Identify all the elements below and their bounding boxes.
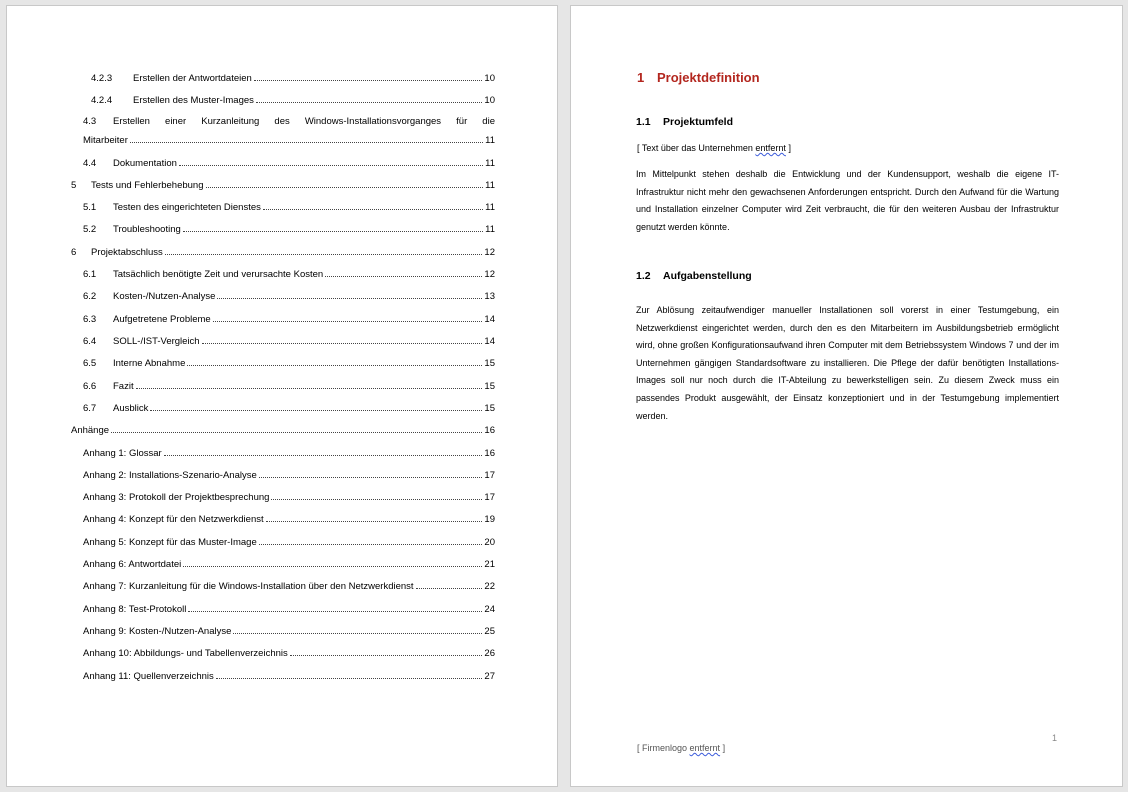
toc-entry[interactable] <box>83 558 495 570</box>
toc-entry-page: 15 <box>484 403 495 414</box>
toc-leader <box>130 134 483 143</box>
toc-entry-label: Projektabschluss <box>91 247 163 258</box>
footer-text-end: ] <box>720 743 726 753</box>
toc-entry-number: 6.5 <box>83 358 97 369</box>
toc-entry[interactable] <box>91 72 495 84</box>
toc-leader <box>206 179 484 188</box>
toc-entry-label: Aufgetretene Probleme <box>113 314 211 325</box>
toc-leader <box>202 335 483 344</box>
placeholder-text-start: [ Text über das Unternehmen <box>637 143 756 153</box>
toc-entry[interactable] <box>83 268 495 280</box>
toc-leader <box>263 201 483 210</box>
toc-entry[interactable] <box>83 380 495 392</box>
toc-leader <box>183 558 482 567</box>
toc-entry-label: Tatsächlich benötigte Zeit und verursachte Kosten <box>113 269 324 280</box>
toc-entry[interactable] <box>83 201 495 213</box>
toc-entry-label: Erstellen des Muster-Images <box>133 95 254 106</box>
toc-entry-label: Anhang 5: Konzept für das Muster-Image <box>83 537 257 548</box>
toc-entry[interactable] <box>83 469 495 481</box>
heading-1 <box>637 70 760 85</box>
toc-entry-label: Ausblick <box>113 403 149 414</box>
toc-entry[interactable] <box>83 513 495 525</box>
toc-entry[interactable] <box>83 447 495 459</box>
toc-entry[interactable] <box>83 625 495 637</box>
toc-entry-label: Anhang 6: Antwortdatei <box>83 559 182 570</box>
toc-entry[interactable] <box>83 603 495 615</box>
toc-entry-number: 6.4 <box>83 336 97 347</box>
spellcheck-word: entfernt <box>755 143 786 153</box>
toc-entry-label: Dokumentation <box>113 158 177 169</box>
toc-entry-page: 12 <box>484 247 495 258</box>
toc-entry-label: Anhang 3: Protokoll der Projektbesprechung <box>83 492 270 503</box>
heading-1-title: Projektdefinition <box>657 70 760 85</box>
toc-entry-number: 6.6 <box>83 381 97 392</box>
toc-entry-label-line2: Mitarbeiter <box>83 135 128 146</box>
toc-entry-number: 5.1 <box>83 202 97 213</box>
toc-page <box>6 5 558 787</box>
toc-entry-page: 10 <box>484 95 495 106</box>
heading-2-title: Aufgabenstellung <box>663 270 752 282</box>
toc-leader <box>179 157 483 166</box>
toc-entry[interactable] <box>83 335 495 347</box>
toc-entry-label: Anhänge <box>71 425 110 436</box>
toc-entry-page: 11 <box>485 180 495 191</box>
toc-entry-label: Fazit <box>113 381 134 392</box>
toc-entry-page: 14 <box>484 336 495 347</box>
toc-leader <box>213 313 483 322</box>
toc-entry-page: 15 <box>484 358 495 369</box>
paragraph: Im Mittelpunkt stehen deshalb die Entwicklung und der Kundensupport, weshalb die eigene IT-Infrastruktur nicht mehr den gewachsenen Anforderungen entspricht. Durch den Aufwand für die Wartung und Installation einzelner Computer wird Zeit verbraucht, die für den weiteren Ausbau der Infrastruktur genutzt werden könnte. <box>636 169 1059 232</box>
heading-2-number: 1.2 <box>636 270 651 282</box>
toc-entry[interactable] <box>83 491 495 503</box>
toc-entry-page: 16 <box>484 425 495 436</box>
toc-entry-label: Kosten-/Nutzen-Analyse <box>113 291 216 302</box>
toc-entry-number: 5.2 <box>83 224 97 235</box>
toc-entry[interactable] <box>83 580 495 592</box>
toc-leader <box>217 290 482 299</box>
toc-entry-page: 10 <box>484 73 495 84</box>
toc-entry-page: 11 <box>485 158 495 169</box>
footer-logo-placeholder <box>637 743 725 753</box>
toc-entry-number: 6.3 <box>83 314 97 325</box>
toc-entry-page: 21 <box>484 559 495 570</box>
toc-entry-page: 13 <box>484 291 495 302</box>
toc-entry[interactable] <box>83 290 495 302</box>
toc-leader <box>233 625 482 634</box>
toc-entry-page: 16 <box>484 448 495 459</box>
toc-leader <box>188 603 482 612</box>
toc-entry-number: 4.2.3 <box>91 73 113 84</box>
toc-entry-wrapped[interactable] <box>83 113 495 146</box>
toc-entry-label: Anhang 4: Konzept für den Netzwerkdienst <box>83 514 264 525</box>
spellcheck-word: entfernt <box>689 743 721 753</box>
toc-leader <box>290 647 483 656</box>
toc-entry-label: Anhang 8: Test-Protokoll <box>83 604 187 615</box>
toc-entry-page: 24 <box>484 604 495 615</box>
toc-entry-label: Anhang 9: Kosten-/Nutzen-Analyse <box>83 626 232 637</box>
toc-entry-page: 17 <box>484 492 495 503</box>
toc-entry-page: 11 <box>485 202 495 213</box>
toc-entry[interactable] <box>83 313 495 325</box>
toc-entry-label: Testen des eingerichteten Dienstes <box>113 202 261 213</box>
toc-entry-page: 27 <box>484 671 495 682</box>
toc-leader <box>111 424 482 433</box>
footer-text-start: [ Firmenlogo <box>637 743 690 753</box>
content-page <box>570 5 1123 787</box>
toc-entry-page: 25 <box>484 626 495 637</box>
toc-leader <box>187 357 482 366</box>
toc-entry-page: 11 <box>485 135 495 146</box>
toc-entry[interactable] <box>83 647 495 659</box>
toc-entry-number: 4.2.4 <box>91 95 113 106</box>
toc-entry[interactable] <box>91 94 495 106</box>
toc-entry-number: 5 <box>71 180 77 191</box>
toc-entry-number: 6.1 <box>83 269 97 280</box>
toc-leader <box>150 402 482 411</box>
heading-2 <box>636 116 733 128</box>
toc-leader <box>165 246 483 255</box>
toc-entry-number: 6.7 <box>83 403 97 414</box>
toc-entry-number: 4.3 <box>83 116 97 127</box>
toc-leader <box>164 447 483 456</box>
toc-entry-page: 20 <box>484 537 495 548</box>
toc-leader <box>183 223 483 232</box>
toc-entry-page: 26 <box>484 648 495 659</box>
toc-entry-page: 12 <box>484 269 495 280</box>
toc-entry-number: 6 <box>71 247 77 258</box>
toc-entry-label: Anhang 11: Quellenverzeichnis <box>83 671 214 682</box>
toc-entry-page: 19 <box>484 514 495 525</box>
toc-leader <box>256 94 483 103</box>
heading-2-title: Projektumfeld <box>663 116 734 128</box>
toc-leader <box>254 72 483 81</box>
toc-leader <box>259 469 483 478</box>
toc-leader <box>325 268 482 277</box>
toc-entry-label: Tests und Fehlerbehebung <box>91 180 204 191</box>
toc-entry-page: 22 <box>484 581 495 592</box>
toc-leader <box>216 670 483 679</box>
toc-entry[interactable] <box>83 670 495 682</box>
toc-entry-label-line1: Erstellen einer Kurzanleitung des Windows-Installationsvorganges für die <box>113 116 495 127</box>
toc-entry-label: Erstellen der Antwortdateien <box>133 73 252 84</box>
toc-entry-label: Anhang 1: Glossar <box>83 448 162 459</box>
toc-entry-label: SOLL-/IST-Vergleich <box>113 336 200 347</box>
placeholder-text-end: ] <box>785 143 791 153</box>
heading-2-number: 1.1 <box>636 116 651 128</box>
toc-entry[interactable] <box>83 357 495 369</box>
toc-entry-page: 11 <box>485 224 495 235</box>
toc-entry-number: 6.2 <box>83 291 97 302</box>
toc-entry-number: 4.4 <box>83 158 97 169</box>
toc-leader <box>271 491 482 500</box>
toc-entry[interactable] <box>71 246 495 258</box>
toc-leader <box>136 380 483 389</box>
heading-2 <box>636 270 752 282</box>
heading-1-number: 1 <box>637 70 645 85</box>
toc-entry-label: Anhang 10: Abbildungs- und Tabellenverzeichnis <box>83 648 288 659</box>
paragraph: Zur Ablösung zeitaufwendiger manueller Installationen soll vorerst in einer Testumgebung, ein Netzwerkdienst eingerichtet werden, durch den es den Mitarbeitern im Ausbildungsbetrieb ermöglicht wird, ohne großen Konfigurationsaufwand ihren Computer mit dem Betriebssystem Windows 7 und der im Unternehmen gängigen Standardsoftware zu installieren. Die Pflege der dafür benötigten Installations-Images soll nur noch durch die IT-Abteilung zu bewerkstelligen sein. Zu diesem Zweck muss ein passendes Produkt ausgewählt, der Einsatz konzeptioniert und in der Testumgebung implementiert werden. <box>636 305 1059 421</box>
toc-entry-label: Interne Abnahme <box>113 358 186 369</box>
toc-entry[interactable] <box>83 402 495 414</box>
toc-entry-page: 14 <box>484 314 495 325</box>
toc-leader <box>259 536 483 545</box>
toc-entry-page: 15 <box>484 381 495 392</box>
toc-entry[interactable] <box>71 424 495 436</box>
toc-entry[interactable] <box>83 157 495 169</box>
toc-entry[interactable] <box>83 223 495 235</box>
toc-entry[interactable] <box>71 179 495 191</box>
toc-leader <box>266 513 483 522</box>
toc-entry-label: Anhang 7: Kurzanleitung für die Windows-Installation über den Netzwerkdienst <box>83 581 414 592</box>
page-number: 1 <box>1052 733 1058 743</box>
toc-entry-page: 17 <box>484 470 495 481</box>
toc-leader <box>416 580 483 589</box>
toc-entry-label: Troubleshooting <box>113 224 181 235</box>
placeholder-text <box>637 143 791 153</box>
toc-entry[interactable] <box>83 536 495 548</box>
toc-entry-label: Anhang 2: Installations-Szenario-Analyse <box>83 470 257 481</box>
